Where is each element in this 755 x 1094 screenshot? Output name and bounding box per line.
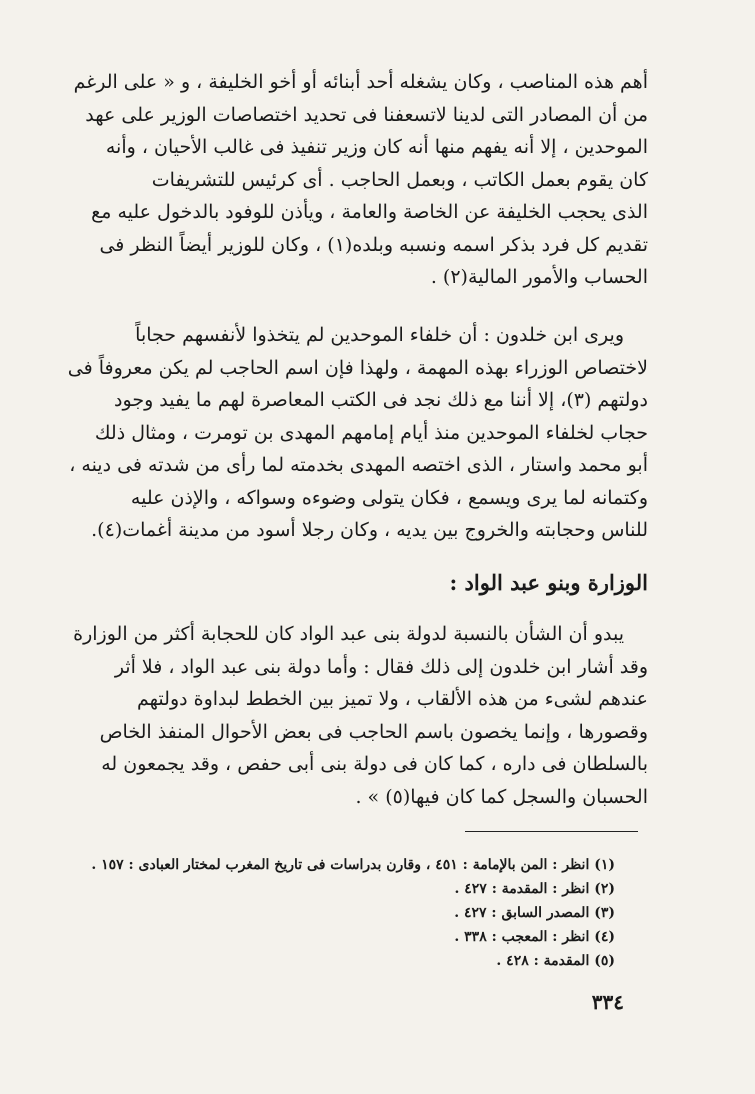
footnote-3: (٣) المصدر السابق : ٤٢٧ . <box>454 905 615 921</box>
text-line: للناس وحجابته والخروج بين يديه ، وكان رجلا أسود من مدينة أغمات(٤). <box>91 519 648 541</box>
text-line: الذى يحجب الخليفة عن الخاصة والعامة ، ويأذن للوفود بالدخول عليه مع <box>91 201 648 223</box>
text-line: يبدو أن الشأن بالنسبة لدولة بنى عبد الواد كان للحجابة أكثر من الوزارة <box>73 623 624 645</box>
text-line: من أن المصادر التى لدينا لاتسعفنا فى تحديد اختصاصات الوزير على عهد <box>85 103 648 126</box>
text-line: وقصورها ، وإنما يخصون باسم الحاجب فى بعض الأحوال المنفذ الخاص <box>99 720 648 743</box>
text-line: تقديم كل فرد بذكر اسمه ونسبه وبلده(١) ، وكان للوزير أيضاً النظر فى <box>99 233 648 256</box>
text-line: ويرى ابن خلدون : أن خلفاء الموحدين لم يتخذوا لأنفسهم حجاباً <box>135 324 624 346</box>
section-heading: الوزارة وبنو عبد الواد : <box>449 570 648 595</box>
footnote-1: (١) انظر : المن بالإمامة : ٤٥١ ، وقارن بدراسات فى تاريخ المغرب لمختار العبادى : ١٥٧ . <box>91 857 615 873</box>
text-line: بالسلطان فى داره ، كما كان فى دولة بنى أبى حفص ، وقد يجمعون له <box>101 753 648 775</box>
footnotes <box>91 853 615 973</box>
text-line: وقد أشار ابن خلدون إلى ذلك فقال : وأما دولة بنى عبد الواد ، فلا أثر <box>114 655 648 678</box>
text-line: أبو محمد واستار ، الذى اختصه المهدى بخدمته لما رأى من شدته فى دينه ، <box>69 454 648 476</box>
text-line: الحساب والأمور المالية(٢) . <box>430 266 648 288</box>
footnote-2: (٢) انظر : المقدمة : ٤٢٧ . <box>454 881 615 897</box>
paragraph-2 <box>67 319 648 547</box>
text-line: وكتمانه لما يرى ويسمع ، فكان يتولى وضوءه وسواكه ، والإذن عليه <box>130 486 648 509</box>
paragraph-1 <box>73 66 648 294</box>
text-line: الحسبان والسجل كما كان فيها(٥) » . <box>355 785 648 808</box>
page-number: ٣٣٤ <box>591 990 624 1014</box>
text-line: كان يقوم بعمل الكاتب ، وبعمل الحاجب . أى كرئيس للتشريفات <box>151 168 648 191</box>
text-line: دولتهم (٣)، إلا أننا مع ذلك نجد فى الكتب المعاصرة لهم ما يفيد وجود <box>114 389 648 411</box>
paragraph-3 <box>73 618 648 813</box>
text-line: أهم هذه المناصب ، وكان يشغله أحد أبنائه أو أخو الخليفة ، و « على الرغم <box>73 71 648 93</box>
footnote-4: (٤) انظر : المعجب : ٣٣٨ . <box>454 929 615 945</box>
text-line: حجاب لخلفاء الموحدين منذ أيام إمامهم المهدى بن تومرت ، ومثال ذلك <box>94 421 648 444</box>
footnote-divider <box>465 831 638 832</box>
text-line: لاختصاص الوزراء بهذه المهمة ، ولهذا فإن اسم الحاجب لم يكن معروفاً فى <box>67 356 648 379</box>
text-line: الموحدين ، إلا أنه يفهم منها أنه كان وزير تنفيذ فى غالب الأحيان ، وأنه <box>105 136 648 158</box>
text-line: عندهم لشىء من هذه الألقاب ، ولا تميز بين الخطط لبداوة دولتهم <box>137 688 648 710</box>
footnote-5: (٥) المقدمة : ٤٢٨ . <box>496 953 615 969</box>
